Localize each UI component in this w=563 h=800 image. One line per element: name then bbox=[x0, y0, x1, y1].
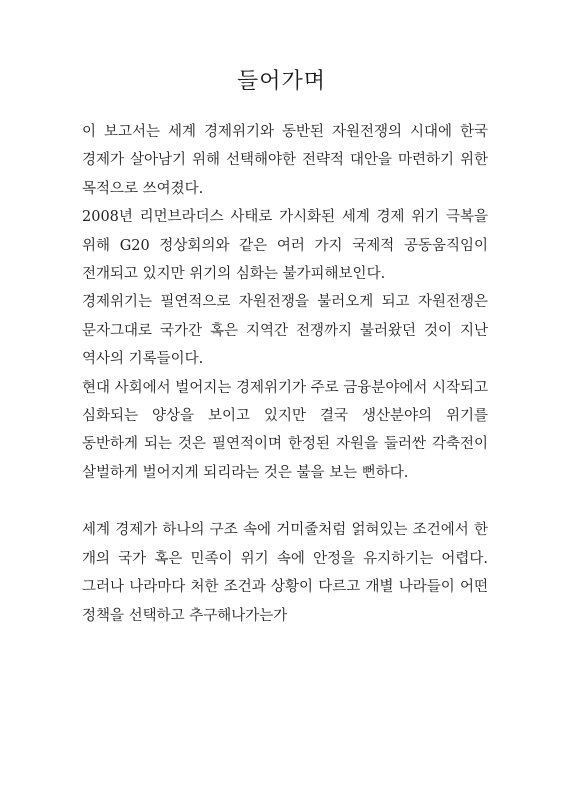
paragraph-4: 현대 사회에서 벌어지는 경제위기가 주로 금융분야에서 시작되고 심화되는 양상을 보이고 있지만 결국 생산분야의 위기를 동반하게 되는 것은 필연적이며 한정된 자원을 둘러싼 각축전이 살벌하게 벌어지게 되리라는 것은 불을 보는 뻔하다. bbox=[82, 379, 488, 481]
page-title: 들어가며 bbox=[236, 69, 326, 94]
paragraph-spacer bbox=[82, 487, 488, 516]
paragraph-5: 세계 경제가 하나의 구조 속에 거미줄처럼 얽혀있는 조건에서 한 개의 국가 혹은 민족이 위기 속에 안정을 유지하기는 어렵다. 그러나 나라마다 처한 조건과 상황이 다르고 개별 나라들이 어떤 정책을 선택하고 추구해나가는가 bbox=[82, 522, 488, 624]
paragraph-1: 이 보고서는 세계 경제위기와 동반된 자원전쟁의 시대에 한국 경제가 살아남기 위해 선택해야한 전략적 대안을 마련하기 위한 목적으로 쓰여졌다. bbox=[82, 124, 488, 197]
body-text bbox=[82, 118, 488, 630]
paragraph-2: 2008년 리먼브라더스 사태로 가시화된 세계 경제 위기 극복을 위해 G20 정상회의와 같은 여러 가지 국제적 공동움직임이 전개되고 있지만 위기의 심화는 불가피해보인다. bbox=[82, 209, 488, 283]
paragraph-3: 경제위기는 필연적으로 자원전쟁을 불러오게 되고 자원전쟁은 문자그대로 국가간 혹은 지역간 전쟁까지 불러왔던 것이 지난 역사의 기록들이다. bbox=[82, 294, 488, 368]
